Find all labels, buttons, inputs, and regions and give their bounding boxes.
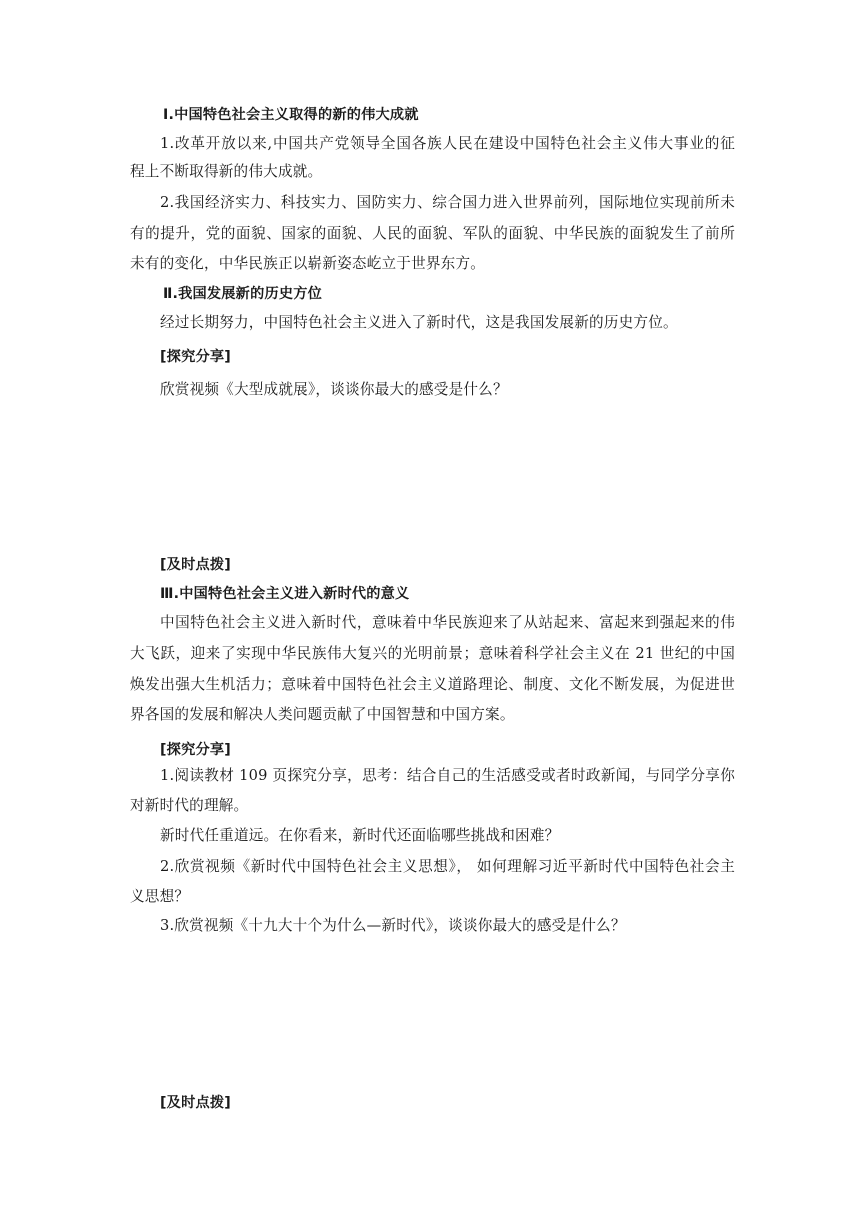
explore-2-question-1-line-1: 1.阅读教材 109 页探究分享，思考：结合自己的生活感受或者时政新闻，与同学分享你 — [160, 767, 735, 784]
section-2-heading: Ⅱ.我国发展新的历史方位 — [163, 286, 323, 302]
section-3-heading: Ⅲ.中国特色社会主义进入新时代的意义 — [160, 586, 410, 602]
explore-question-1: 欣赏视频《大型成就展》，谈谈你最大的感受是什么？ — [160, 381, 508, 398]
section-3-paragraph-line-2: 大飞跃，迎来了实现中华民族伟大复兴的光明前景；意味着科学社会主义在 21 世纪的中国 — [130, 645, 735, 662]
explore-share-heading-2: [探究分享] — [160, 742, 231, 758]
section-1-paragraph-2-line-1: 2.我国经济实力、科技实力、国防实力、综合国力进入世界前列，国际地位实现前所未 — [160, 194, 735, 211]
explore-2-question-2-line-2: 义思想？ — [130, 888, 190, 905]
explore-2-question-1-line-2: 对新时代的理解。 — [130, 797, 249, 814]
explore-2-question-3: 3.欣赏视频《十九大十个为什么—新时代》，谈谈你最大的感受是什么？ — [160, 917, 626, 934]
section-1-heading: Ⅰ.中国特色社会主义取得的新的伟大成就 — [163, 107, 419, 123]
timely-tip-heading-2: [及时点拨] — [160, 1095, 231, 1111]
section-3-paragraph-line-3: 焕发出强大生机活力；意味着中国特色社会主义道路理论、制度、文化不断发展，为促进世 — [130, 676, 735, 693]
timely-tip-heading-1: [及时点拨] — [160, 557, 231, 573]
section-3-paragraph-line-4: 界各国的发展和解决人类问题贡献了中国智慧和中国方案。 — [130, 706, 515, 723]
section-1-paragraph-2-line-2: 有的提升，党的面貌、国家的面貌、人民的面貌、军队的面貌、中华民族的面貌发生了前所 — [130, 225, 735, 242]
section-3-paragraph-line-1: 中国特色社会主义进入新时代，意味着中华民族迎来了从站起来、富起来到强起来的伟 — [160, 614, 735, 631]
section-1-paragraph-1-line-2: 程上不断取得新的伟大成就。 — [130, 163, 323, 180]
section-1-paragraph-2-line-3: 未有的变化，中华民族正以崭新姿态屹立于世界东方。 — [130, 255, 486, 272]
explore-2-question-2-line-1: 2.欣赏视频《新时代中国特色社会主义思想》， 如何理解习近平新时代中国特色社会主 — [160, 858, 735, 875]
explore-share-heading-1: [探究分享] — [160, 349, 231, 365]
section-2-paragraph: 经过长期努力，中国特色社会主义进入了新时代，这是我国发展新的历史方位。 — [160, 314, 678, 331]
explore-2-question-1-line-3: 新时代任重道远。在你看来，新时代还面临哪些挑战和困难？ — [160, 827, 560, 844]
section-1-paragraph-1-line-1: 1.改革开放以来,中国共产党领导全国各族人民在建设中国特色社会主义伟大事业的征 — [160, 135, 735, 152]
